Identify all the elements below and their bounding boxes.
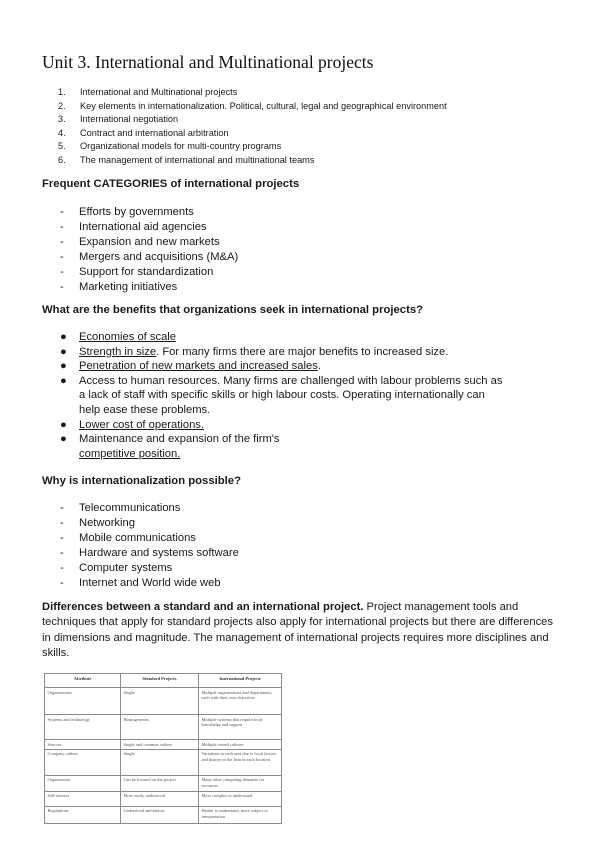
table-row: [45, 791, 282, 806]
benefits-heading: What are the benefits that organizations seek in international projects?: [42, 304, 424, 316]
table-cell: Can be focused on the project: [121, 775, 199, 791]
list-item: ● Strength in size. For many firms there are major benefits to increased size.: [60, 345, 449, 358]
table-cell: Organization: [45, 775, 121, 791]
list-item: ● Economies of scale: [60, 331, 177, 343]
table-header-cell: Attribute: [45, 674, 121, 688]
list-item: - Expansion and new markets: [60, 235, 220, 248]
table-cell: Self-interest: [45, 791, 121, 806]
benefits-list: [60, 330, 530, 461]
list-item: - Marketing initiatives: [60, 280, 178, 293]
list-item: 2. Key elements in internationalization. Political, cultural, legal and geographical environment: [58, 100, 447, 111]
list-item: - Hardware and systems software: [60, 546, 239, 559]
list-item: - Mobile communications: [60, 531, 196, 544]
list-item: - Telecommunications: [60, 502, 181, 514]
table-cell: Many other competing demands for resources: [199, 775, 282, 791]
list-item: - Support for standardization: [60, 265, 214, 278]
list-item: ● Access to human resources. Many firms are challenged with labour problems such as a lack of staff with specific skills or high labour costs. Operating internationally can help ease these problems.: [60, 374, 503, 416]
table-header-cell: Standard Projects: [121, 674, 199, 688]
differences-lead: Differences between a standard and an international project.: [42, 601, 364, 613]
table-cell: Regulations: [45, 806, 121, 823]
table-cell: Single: [121, 688, 199, 715]
link[interactable]: competitive position.: [79, 447, 181, 460]
table-cell: Harder to understand, more subject to interpretation: [199, 806, 282, 823]
list-item: - Efforts by governments: [60, 206, 194, 218]
link[interactable]: Economies of scale: [79, 331, 177, 343]
table-row: [45, 715, 282, 740]
comparison-table: [44, 673, 282, 824]
table-cell: More complex to understand: [199, 791, 282, 806]
table-cell: Single: [121, 749, 199, 775]
list-item: - Internet and World wide web: [60, 576, 221, 589]
page-title: Unit 3. International and Multinational projects: [42, 52, 374, 72]
list-item: - Networking: [60, 516, 135, 529]
table-cell: Multiple systems that require local knowledge and support: [199, 715, 282, 740]
table-row: [45, 806, 282, 823]
table-header-row: [45, 674, 282, 688]
link[interactable]: Strength in size: [79, 345, 157, 358]
list-item: - Computer systems: [60, 561, 173, 574]
table-cell: Organizations: [45, 688, 121, 715]
differences-text: Project management tools and techniques that apply for standard projects also apply for international projects but there are differences in dimensions and magnitude. The management of international projects requires more disciplines and skills.: [42, 601, 553, 660]
list-item: 6. The management of international and multinational teams: [58, 154, 315, 165]
table-cell: Multiple organizations and departments, each with their own objectives: [199, 688, 282, 715]
list-item: - International aid agencies: [60, 220, 207, 233]
categories-list: [60, 205, 238, 294]
table-cell: Single and common culture: [121, 740, 199, 750]
why-list: [60, 501, 239, 590]
table-cell: Multiple varied cultures: [199, 740, 282, 750]
list-item: 1. International and Multinational projects: [58, 87, 238, 97]
link[interactable]: Penetration of new markets and increased sales: [79, 360, 318, 373]
table-cell: Systems and technology: [45, 715, 121, 740]
list-item: ● Penetration of new markets and increased sales.: [60, 360, 321, 373]
table-row: [45, 775, 282, 791]
link[interactable]: Lower cost of operations.: [79, 418, 204, 431]
table-cell: Variations in each area due to local factors and history of the firm in each location: [199, 749, 282, 775]
differences-paragraph: [42, 600, 558, 662]
table-header-cell: International Projects: [199, 674, 282, 688]
table-row: [45, 740, 282, 750]
list-item: ● Lower cost of operations.: [60, 418, 204, 431]
list-item: - Mergers and acquisitions (M&A): [60, 250, 239, 263]
table-cell: Sources: [45, 740, 121, 750]
list-item: 5. Organizational models for multi-country programs: [58, 141, 282, 152]
why-heading: Why is internationalization possible?: [42, 475, 241, 487]
categories-heading: Frequent CATEGORIES of international projects: [42, 178, 300, 190]
unit-outline-list: [58, 86, 447, 168]
table-row: [45, 688, 282, 715]
table-cell: Homogeneous: [121, 715, 199, 740]
table-cell: Understood and known: [121, 806, 199, 823]
table-cell: More easily understood: [121, 791, 199, 806]
table-cell: Company culture: [45, 749, 121, 775]
table-row: [45, 749, 282, 775]
list-item: ● Maintenance and expansion of the firm's competitive position.: [60, 433, 280, 460]
list-item: 4. Contract and international arbitration: [58, 127, 229, 138]
list-item: 3. International negotiation: [58, 114, 179, 125]
